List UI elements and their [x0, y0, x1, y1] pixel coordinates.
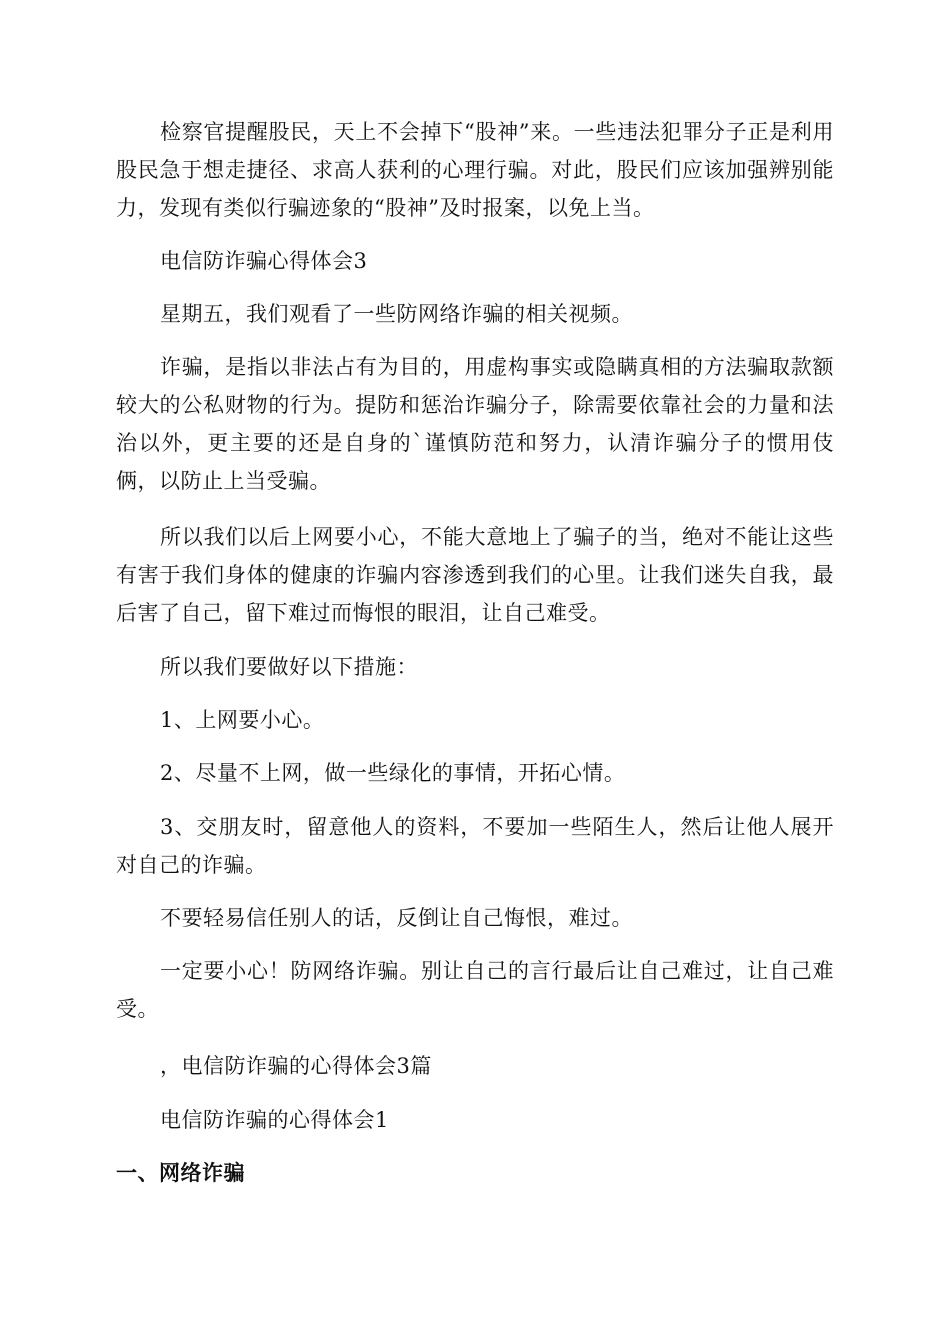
paragraph-friday-video: 星期五，我们观看了一些防网络诈骗的相关视频。	[160, 302, 633, 326]
paragraph-be-careful-online: 所以我们以后上网要小心，不能大意地上了骗子的当，绝对不能让这些有害于我们身体的健康的诈骗内容渗透到我们的心里。让我们迷失自我，最后害了自己，留下难过而悔恨的眼泪，让自己难受。	[116, 525, 834, 625]
paragraph-be-careful: 一定要小心！防网络诈骗。别让自己的言行最后让自己难过，让自己难受。	[116, 959, 834, 1021]
section-heading: 一、网络诈骗	[116, 1161, 245, 1185]
paragraph-prosecutor-warning: 检察官提醒股民，天上不会掉下“股神”来。一些违法犯罪分子正是利用股民急于想走捷径、求高人获利的心理行骗。对此，股民们应该加强辨别能力，发现有类似行骗迹象的“股神”及时报案，以免上当。	[116, 120, 834, 220]
paragraph-dont-trust: 不要轻易信任别人的话，反倒让自己悔恨，难过。	[160, 906, 633, 930]
list-item-1: 1、上网要小心。	[160, 708, 325, 732]
paragraph-section-title: ，电信防诈骗的心得体会3篇	[160, 1054, 432, 1078]
paragraph-title-1: 电信防诈骗的心得体会1	[160, 1108, 389, 1132]
paragraph-title-3: 电信防诈骗心得体会3	[160, 249, 368, 273]
paragraph-fraud-definition: 诈骗，是指以非法占有为目的，用虚构事实或隐瞒真相的方法骗取款额较大的公私财物的行为。提防和惩治诈骗分子，除需要依靠社会的力量和法治以外，更主要的还是自身的`谨慎防范和努力，认清诈骗分子的惯用伎俩，以防止上当受骗。	[116, 355, 834, 493]
list-item-2: 2、尽量不上网，做一些绿化的事情，开拓心情。	[160, 761, 626, 785]
paragraph-measures-intro: 所以我们要做好以下措施：	[160, 655, 418, 679]
list-item-3: 3、交朋友时，留意他人的资料，不要加一些陌生人，然后让他人展开对自己的诈骗。	[116, 815, 834, 877]
